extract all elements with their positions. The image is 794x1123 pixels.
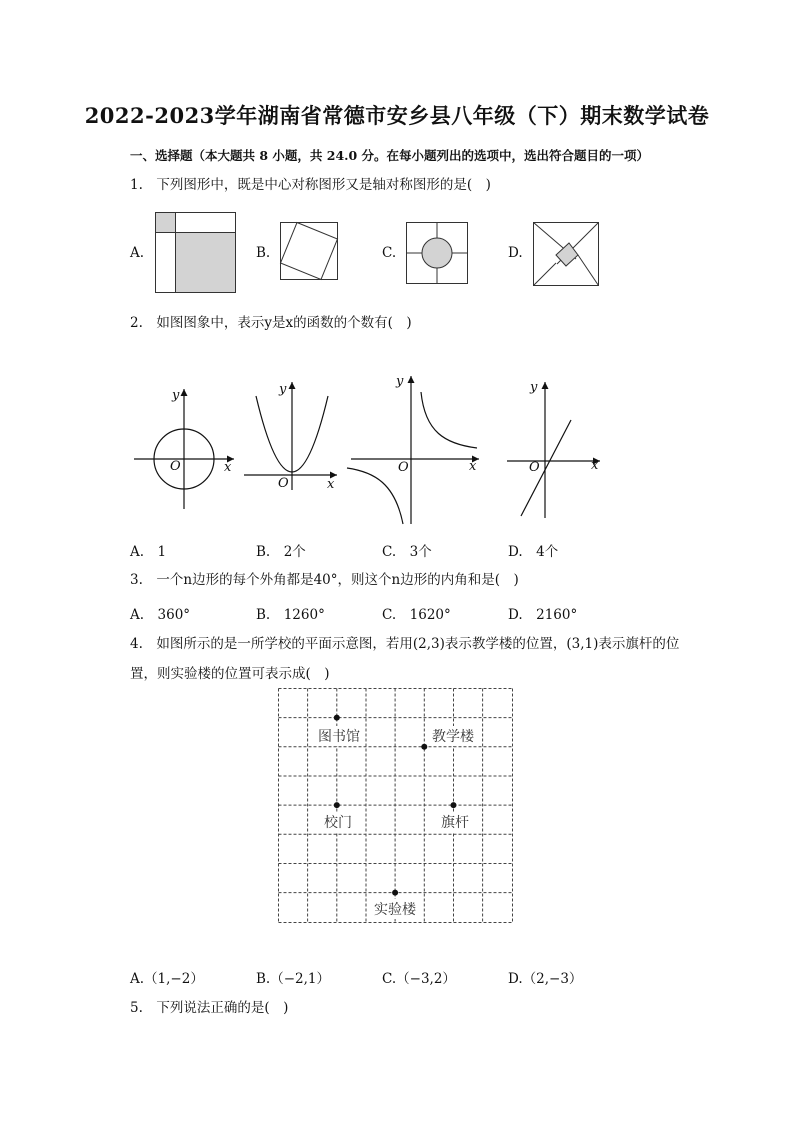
q1-figure-a [155,212,237,294]
teaching-building-point [421,744,427,750]
q2-option-c: C. 3个 [382,544,432,560]
q2-graph-parabola [242,378,342,493]
q4-option-b: B.（−2,1） [256,971,330,987]
q3-option-c: C. 1620° [382,607,451,623]
section-heading: 一、选择题（本大题共 8 小题，共 24.0 分。在每小题列出的选项中，选出符合题目的一项） [130,148,650,163]
q2-g3-y-label: y [396,374,404,389]
q3-option-b: B. 1260° [256,607,325,623]
q2-g4-x-label: x [591,458,599,473]
gate-point [334,802,340,808]
q2-g4-origin-label: O [529,460,540,475]
flagpole-label: 旗杆 [441,812,469,832]
question-4-stem-line1: 4. 如图所示的是一所学校的平面示意图，若用(2,3)表示教学楼的位置，(3,1)表示旗杆的位 [130,636,680,652]
q2-option-a: A. 1 [130,544,167,560]
q2-graph-line [505,378,605,523]
question-5-stem: 5. 下列说法正确的是( ) [130,1000,289,1016]
q2-g4-y-label: y [530,380,538,395]
q1-figure-b [280,222,338,280]
library-point [334,715,340,721]
q4-school-map-grid [278,688,514,926]
q4-option-d: D.（2,−3） [508,971,583,987]
q1-option-c-label: C. [382,245,397,261]
q2-g2-y-label: y [279,382,287,397]
q1-figure-d [533,222,599,286]
teaching-building-label: 教学楼 [432,726,474,746]
page-title: 2022-2023学年湖南省常德市安乡县八年级（下）期末数学试卷 [84,103,710,128]
flagpole-point [451,802,457,808]
q1-option-d-label: D. [508,245,523,261]
question-4-stem-line2: 置，则实验楼的位置可表示成( ) [130,666,330,682]
gate-label: 校门 [324,812,352,832]
question-3-stem: 3. 一个n边形的每个外角都是40°，则这个n边形的内角和是( ) [130,572,519,588]
q2-g1-x-label: x [224,460,232,475]
q2-g3-x-label: x [469,459,477,474]
q2-option-d: D. 4个 [508,544,559,560]
q1-option-b-label: B. [256,245,271,261]
q4-option-a: A.（1,−2） [130,971,204,987]
q2-g1-origin-label: O [170,459,181,474]
q3-option-a: A. 360° [130,607,191,623]
q2-option-b: B. 2个 [256,544,306,560]
lab-building-point [392,890,398,896]
q3-option-d: D. 2160° [508,607,578,623]
library-label: 图书馆 [318,726,360,746]
q4-option-c: C.（−3,2） [382,971,456,987]
q2-g2-x-label: x [327,477,335,492]
q1-figure-c [406,222,468,284]
q2-graph-hyperbola [345,372,485,527]
q1-option-a-label: A. [130,245,145,261]
lab-building-label: 实验楼 [374,899,416,919]
question-1-stem: 1. 下列图形中，既是中心对称图形又是轴对称图形的是( ) [130,177,491,193]
q2-graph-circle [130,385,240,515]
q2-g3-origin-label: O [398,460,409,475]
q2-g1-y-label: y [172,388,180,403]
question-2-stem: 2. 如图图象中，表示y是x的函数的个数有( ) [130,315,412,331]
q2-g2-origin-label: O [278,476,289,491]
